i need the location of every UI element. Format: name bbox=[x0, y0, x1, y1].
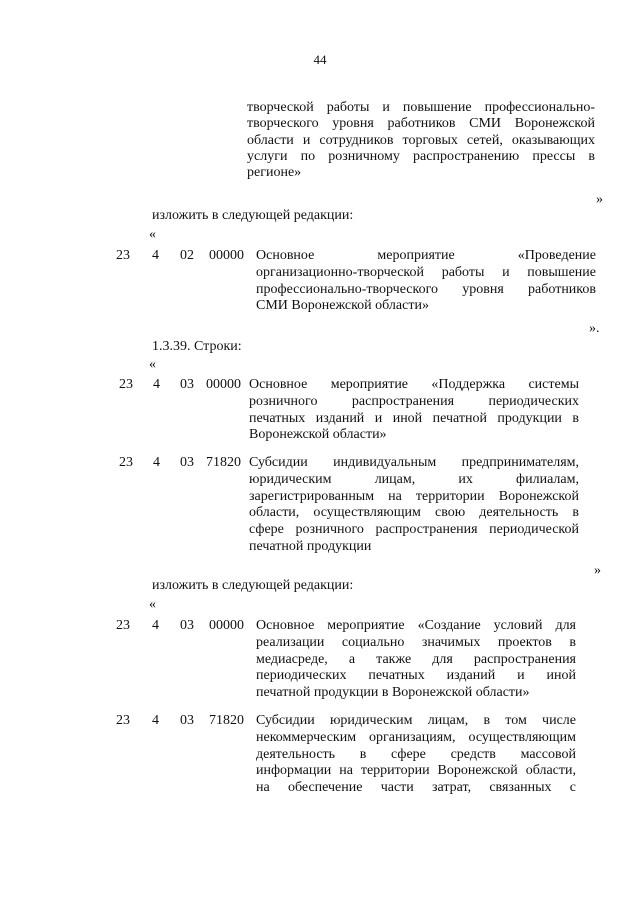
code-cell: 4 bbox=[153, 377, 160, 392]
top-text-block bbox=[247, 100, 595, 181]
code-cell: 4 bbox=[152, 618, 159, 633]
row-description bbox=[249, 455, 579, 556]
opening-quote: « bbox=[149, 357, 156, 372]
code-cell: 4 bbox=[152, 248, 159, 263]
code-cell: 03 bbox=[180, 713, 194, 728]
text-line: Основное мероприятие «Поддержка системы bbox=[249, 377, 579, 392]
code-cell: 03 bbox=[180, 618, 194, 633]
row-description bbox=[256, 713, 576, 797]
code-cell: 02 bbox=[180, 248, 194, 263]
closing-quote: » bbox=[594, 563, 601, 578]
instruction-text: изложить в следующей редакции: bbox=[152, 578, 354, 593]
closing-quote: » bbox=[596, 192, 603, 207]
text-line: периодических печатных изданий и иной bbox=[256, 668, 576, 684]
text-line: области, осуществляющим свою деятельность в bbox=[249, 505, 579, 521]
text-line: печатной продукции bbox=[249, 538, 372, 554]
opening-quote: « bbox=[149, 597, 156, 612]
code-cell: 23 bbox=[116, 248, 130, 263]
code-cell: 23 bbox=[119, 455, 133, 470]
text-line: на обеспечение части затрат, связанных с bbox=[256, 780, 576, 796]
text-line: организационно-творческой работы и повышение bbox=[256, 264, 596, 280]
text-line: Основное мероприятие «Проведение bbox=[256, 248, 596, 263]
code-cell: 71820 bbox=[206, 455, 241, 470]
text-line: Субсидии юридическим лицам, в том числе bbox=[256, 713, 576, 728]
text-line: Воронежской области» bbox=[249, 427, 387, 443]
text-line: СМИ Воронежской области» bbox=[256, 298, 429, 314]
section-label: 1.3.39. Строки: bbox=[152, 339, 242, 354]
text-line: сфере розничного распространения периодической bbox=[249, 522, 579, 538]
text-line: творческой работы и повышение профессионально- bbox=[247, 100, 595, 115]
code-cell: 23 bbox=[116, 618, 130, 633]
text-line: реализации социально значимых проектов в bbox=[256, 634, 576, 650]
row-description bbox=[256, 248, 596, 315]
text-line: Основное мероприятие «Создание условий для bbox=[256, 618, 576, 633]
text-line: медиасреде, а также для распространения bbox=[256, 651, 576, 667]
text-line: области и сотрудников торговых сетей, оказывающих bbox=[247, 132, 595, 148]
code-cell: 71820 bbox=[209, 713, 244, 728]
opening-quote: « bbox=[149, 227, 156, 242]
text-line: Субсидии индивидуальным предпринимателям, bbox=[249, 455, 579, 470]
text-line: печатной продукции в Воронежской области» bbox=[256, 685, 530, 701]
code-cell: 4 bbox=[152, 713, 159, 728]
text-line: розничного распространения периодических bbox=[249, 393, 579, 409]
code-cell: 23 bbox=[116, 713, 130, 728]
code-cell: 23 bbox=[119, 377, 133, 392]
closing-quote: ». bbox=[589, 321, 600, 336]
text-line: некоммерческим организациям, осуществляющим bbox=[256, 729, 576, 745]
text-line: услуги по розничному распространению прессы в bbox=[247, 148, 595, 164]
row-description bbox=[256, 618, 576, 702]
text-line: юридическим лицам, их филиалам, bbox=[249, 471, 579, 487]
text-line: регионе» bbox=[247, 165, 302, 181]
text-line: профессионально-творческого уровня работников bbox=[256, 281, 596, 297]
code-cell: 00000 bbox=[209, 618, 244, 633]
text-line: печатных изданий и иной печатной продукции в bbox=[249, 410, 579, 426]
code-cell: 03 bbox=[180, 377, 194, 392]
code-cell: 4 bbox=[153, 455, 160, 470]
code-cell: 00000 bbox=[206, 377, 241, 392]
text-line: зарегистрированным на территории Воронежской bbox=[249, 488, 579, 504]
instruction-text: изложить в следующей редакции: bbox=[152, 208, 354, 223]
text-line: деятельность в сфере средств массовой bbox=[256, 746, 576, 762]
row-description bbox=[249, 377, 579, 444]
text-line: информации на территории Воронежской области, bbox=[256, 763, 576, 779]
code-cell: 03 bbox=[180, 455, 194, 470]
code-cell: 00000 bbox=[209, 248, 244, 263]
page-number: 44 bbox=[313, 52, 327, 67]
text-line: творческого уровня работников СМИ Воронежской bbox=[247, 116, 595, 132]
